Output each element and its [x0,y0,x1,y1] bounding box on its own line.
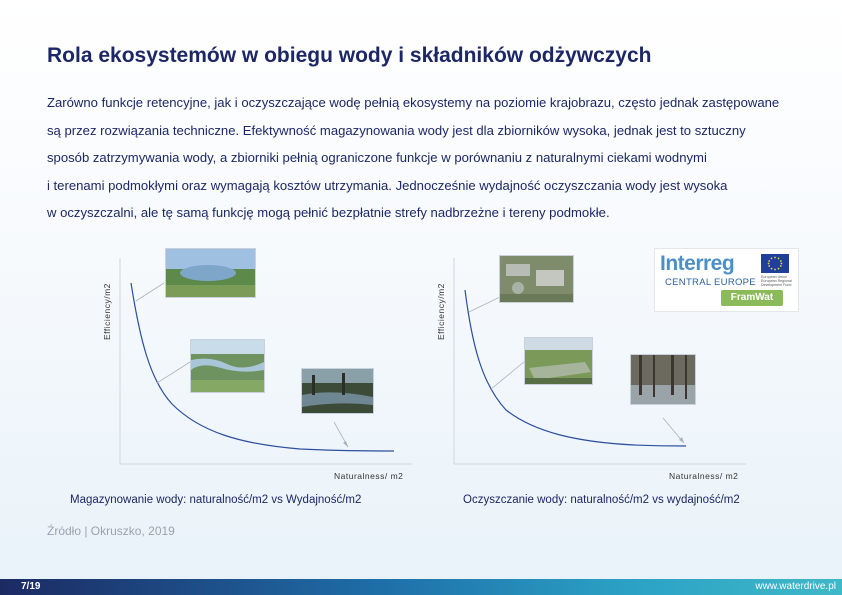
pointer-line [490,361,525,390]
logo-fineprint: European Union European Regional Development Fund [761,275,792,288]
body-line: są przez rozwiązania techniczne. Efektywność magazynowania wody jest dla zbiorników wysoka, jednak jest to sztuczny [47,122,746,138]
storage-chart-caption: Magazynowanie wody: naturalność/m2 vs Wydajność/m2 [70,494,362,506]
body-line: i terenami podmokłymi oraz wymagają kosztów utrzymania. Jednocześnie wydajność oczyszczania wody jest wysoka [47,177,728,193]
purification-chart-caption: Oczyszczanie wody: naturalność/m2 vs wydajność/m2 [463,494,740,506]
body-line: w oczyszczalni, ale tę samą funkcję mogą pełnić bezpłatnie strefy nadbrzeżne i tereny podmokłe. [47,205,610,221]
source-note: Źródło | Okruszko, 2019 [47,524,175,538]
treatment-plant-photo [499,255,574,303]
eu-flag-icon [761,254,789,273]
eu-stars-graphic [761,254,789,273]
footer-bar [0,579,842,595]
interreg-logo [654,248,799,312]
x-axis-label: Naturalness/ m2 [669,471,739,481]
y-axis-label: Efficiency/m2 [102,283,112,340]
x-axis-label: Naturalness/ m2 [334,471,404,481]
y-axis-label: Efficiency/m2 [436,283,446,340]
page-number: 7/19 [21,581,41,592]
logo-wordmark: Interreg [660,252,735,275]
logo-subtitle: CENTRAL EUROPE [665,277,756,288]
pointer-line [469,297,500,312]
wetland-forest-photo-graphic [631,355,695,404]
constructed-wetland-photo-graphic [525,338,592,384]
body-line: sposób zatrzymywania wody, a zbiorniki pełnią ograniczone funkcje w porównaniu z naturalnymi ciekami wodnymi [47,150,707,166]
treatment-plant-photo-graphic [500,256,573,302]
constructed-wetland-photo [524,337,593,385]
slide-title: Rola ekosystemów w obiegu wody i składników odżywczych [47,44,652,67]
body-line: Zarówno funkcje retencyjne, jak i oczyszczające wodę pełnią ekosystemy na poziomie krajobrazu, często jednak zastępowane [47,95,780,110]
website-link[interactable]: www.waterdrive.pl [755,581,836,592]
wetland-forest-photo [630,354,696,405]
project-tag: FramWat [721,290,783,306]
